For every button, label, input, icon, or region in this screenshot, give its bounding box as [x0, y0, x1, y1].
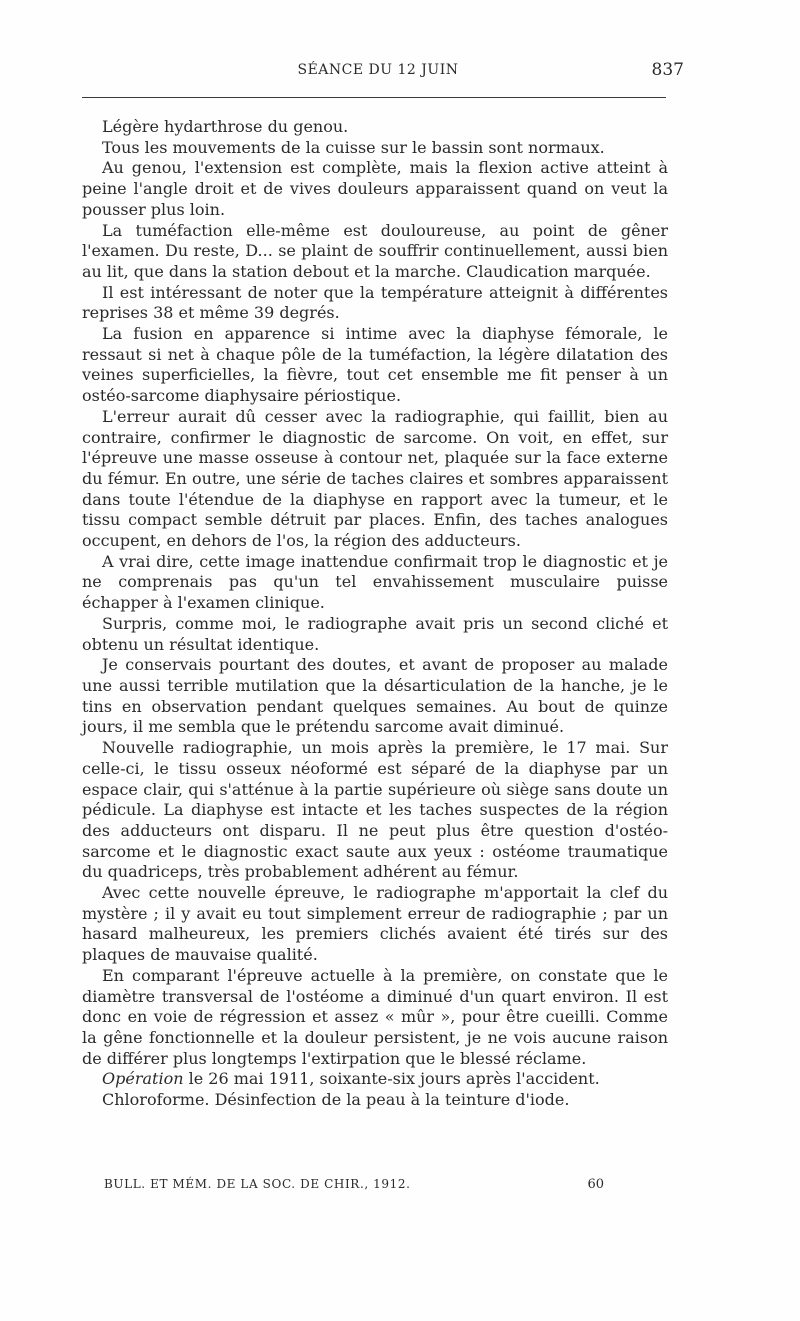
paragraph: Avec cette nouvelle épreuve, le radiographe m'apportait la clef du mystère ; il y avait eu tout simplement erreur de radiographie ; par un hasard malheureux, les premiers clichés avaient été tirés sur des plaques de mauvaise qualité. — [82, 883, 668, 965]
paragraph: A vrai dire, cette image inattendue confirmait trop le diagnostic et je ne comprenais pas qu'un tel envahissement musculaire puisse échapper à l'examen clinique. — [82, 551, 668, 613]
running-head — [82, 60, 684, 82]
footer-signature: 60 — [587, 1177, 604, 1192]
operation-label: Opération — [102, 1069, 184, 1089]
paragraph: L'erreur aurait dû cesser avec la radiographie, qui faillit, bien au contraire, confirmer le diagnostic de sarcome. On voit, en effet, sur l'épreuve une masse osseuse à contour net, plaquée sur la face externe du fémur. En outre, une série de taches claires et sombres apparaissent dans toute l'étendue de la diaphyse en rapport avec la tumeur, et le tissu compact semble détruit par places. Enfin, des taches analogues occupent, en dehors de l'os, la région des adducteurs. — [82, 406, 668, 551]
paragraph: Il est intéressant de noter que la température atteignit à différentes reprises 38 et même 39 degrés. — [82, 282, 668, 323]
paragraph: Nouvelle radiographie, un mois après la première, le 17 mai. Sur celle-ci, le tissu osseux néoformé est séparé de la diaphyse par un espace clair, qui s'atténue à la partie supérieure où siège sans doute un pédicule. La diaphyse est intacte et les taches suspectes de la région des adducteurs ont disparu. Il ne peut plus être question d'ostéo-sarcome et le diagnostic exact saute aux yeux : ostéome traumatique du quadriceps, très probablement adhérent au fémur. — [82, 738, 668, 882]
operation-text: le 26 mai 1911, soixante-six jours après l'accident. — [183, 1069, 600, 1089]
paragraph: Tous les mouvements de la cuisse sur le bassin sont normaux. — [102, 137, 605, 157]
paragraph: Surpris, comme moi, le radiographe avait pris un second cliché et obtenu un résultat identique. — [82, 613, 668, 654]
operation-paragraph — [82, 1069, 668, 1090]
paragraph: Au genou, l'extension est complète, mais la flexion active atteint à peine l'angle droit et de vives douleurs apparaissent quand on veut la pousser plus loin. — [82, 158, 668, 219]
header-rule — [82, 97, 666, 98]
body-text — [82, 117, 668, 1111]
paragraph: En comparant l'épreuve actuelle à la première, on constate que le diamètre transversal de l'ostéome a diminué d'un quart environ. Il est donc en voie de régression et assez « mûr », pour être cueilli. Comme la gêne fonctionnelle et la douleur persistent, je ne vois aucune raison de différer plus longtemps l'extirpation que le blessé réclame. — [82, 965, 668, 1068]
paragraph: Je conservais pourtant des doutes, et avant de proposer au malade une aussi terrible mutilation que la désarticulation de la hanche, je le tins en observation pendant quelques semaines. Au bout de quinze jours, il me sembla que le prétendu sarcome avait diminué. — [82, 655, 668, 737]
paragraph: La fusion en apparence si intime avec la diaphyse fémorale, le ressaut si net à chaque pôle de la tuméfaction, la légère dilatation des veines superficielles, la fièvre, tout cet ensemble me fit penser à un ostéo-sarcome diaphysaire périostique. — [82, 324, 668, 406]
paragraph: La tuméfaction elle-même est douloureuse, au point de gêner l'examen. Du reste, D... se plaint de souffrir continuellement, aussi bien au lit, que dans la station debout et la marche. Claudication marquée. — [82, 220, 668, 281]
footer-reference: BULL. ET MÉM. DE LA SOC. DE CHIR., 1912. — [104, 1177, 411, 1191]
footer — [104, 1177, 604, 1197]
paragraph: Chloroforme. Désinfection de la peau à la teinture d'iode. — [102, 1090, 570, 1110]
running-title: SÉANCE DU 12 JUIN — [297, 62, 459, 78]
paragraph: Légère hydarthrose du genou. — [102, 117, 349, 136]
page-number: 837 — [651, 60, 684, 80]
